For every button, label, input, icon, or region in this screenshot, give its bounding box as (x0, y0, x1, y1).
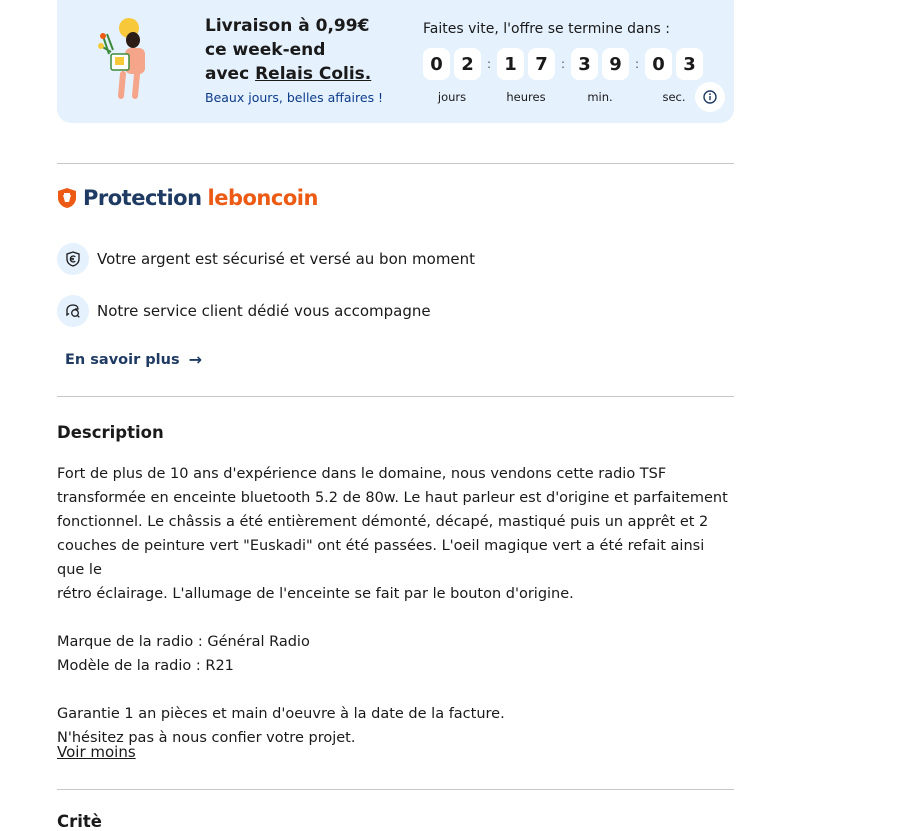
description-line: couches de peinture vert "Euskadi" ont été passées. L'oeil magique vert a été refait ainsi que le (57, 538, 705, 578)
protection-item-label: Notre service client dédié vous accompagne (97, 302, 431, 320)
description-line: Marque de la radio : Général Radio (57, 634, 310, 650)
protection-item (57, 243, 475, 275)
countdown-digit: 3 (676, 48, 703, 80)
protection-brand-word: Protection (83, 186, 202, 210)
leboncoin-brand-word: leboncoin (207, 186, 318, 210)
relais-colis-link[interactable]: Relais Colis. (255, 64, 372, 84)
promo-title-prefix: avec (205, 64, 256, 84)
criteria-section-title: Critè (57, 812, 102, 831)
protection-item-label: Votre argent est sécurisé et versé au bon moment (97, 250, 476, 268)
countdown-digit: 9 (602, 48, 629, 80)
voir-moins-link[interactable]: Voir moins (57, 743, 136, 761)
euro-shield-icon (57, 243, 89, 275)
countdown-digit: 3 (571, 48, 598, 80)
countdown-days (423, 48, 481, 104)
chat-support-icon (57, 295, 89, 327)
description-paragraph (57, 462, 734, 606)
countdown-unit: jours (437, 90, 467, 104)
countdown-digit: 2 (454, 48, 481, 80)
countdown-minutes (571, 48, 629, 104)
description-paragraph (57, 630, 734, 678)
countdown-digit: 0 (645, 48, 672, 80)
countdown-timer (423, 48, 703, 104)
protection-item (57, 295, 431, 327)
countdown-hours (497, 48, 555, 104)
description-title: Description (57, 423, 164, 442)
learn-more-label: En savoir plus (65, 351, 180, 368)
countdown-unit: heures (506, 90, 546, 104)
section-divider (57, 396, 734, 397)
promo-banner (57, 0, 734, 123)
promo-illustration (97, 16, 157, 100)
promo-info-button[interactable] (695, 82, 725, 112)
countdown-unit: min. (587, 90, 613, 104)
description-line: fonctionnel. Le châssis a été entièrement démonté, décapé, mastiqué puis un apprêt et 2 (57, 514, 709, 530)
protection-logo (57, 186, 318, 210)
section-divider (57, 163, 734, 164)
countdown-unit: sec. (662, 90, 686, 104)
countdown-digit: 1 (497, 48, 524, 80)
countdown-separator: : (634, 57, 640, 71)
info-icon (703, 90, 717, 104)
countdown-digit: 0 (423, 48, 450, 80)
description-line: Modèle de la radio : R21 (57, 658, 234, 674)
protection-shield-icon (57, 187, 77, 209)
description-body (57, 462, 734, 774)
countdown-separator: : (560, 57, 566, 71)
description-line: Garantie 1 an pièces et main d'oeuvre à la date de la facture. (57, 706, 505, 722)
countdown-label: Faites vite, l'offre se termine dans : (423, 21, 670, 37)
promo-title-line: Livraison à 0,99€ (205, 16, 370, 36)
description-line: rétro éclairage. L'allumage de l'enceinte se fait par le bouton d'origine. (57, 586, 574, 602)
promo-subtitle: Beaux jours, belles affaires ! (205, 90, 384, 105)
promo-title-line: ce week-end (205, 40, 326, 60)
learn-more-link[interactable] (65, 350, 202, 369)
promo-title (205, 14, 405, 86)
description-line: N'hésitez pas à nous confier votre projet. (57, 730, 356, 746)
description-paragraph (57, 702, 734, 750)
countdown-separator: : (486, 57, 492, 71)
promo-text (205, 14, 405, 105)
description-line: Fort de plus de 10 ans d'expérience dans le domaine, nous vendons cette radio TSF (57, 466, 667, 482)
arrow-right-icon: → (188, 350, 202, 369)
countdown-digit: 7 (528, 48, 555, 80)
description-line: transformée en enceinte bluetooth 5.2 de 80w. Le haut parleur est d'origine et parfaitement (57, 490, 728, 506)
section-divider (57, 789, 734, 790)
promo-title-line (205, 62, 405, 86)
